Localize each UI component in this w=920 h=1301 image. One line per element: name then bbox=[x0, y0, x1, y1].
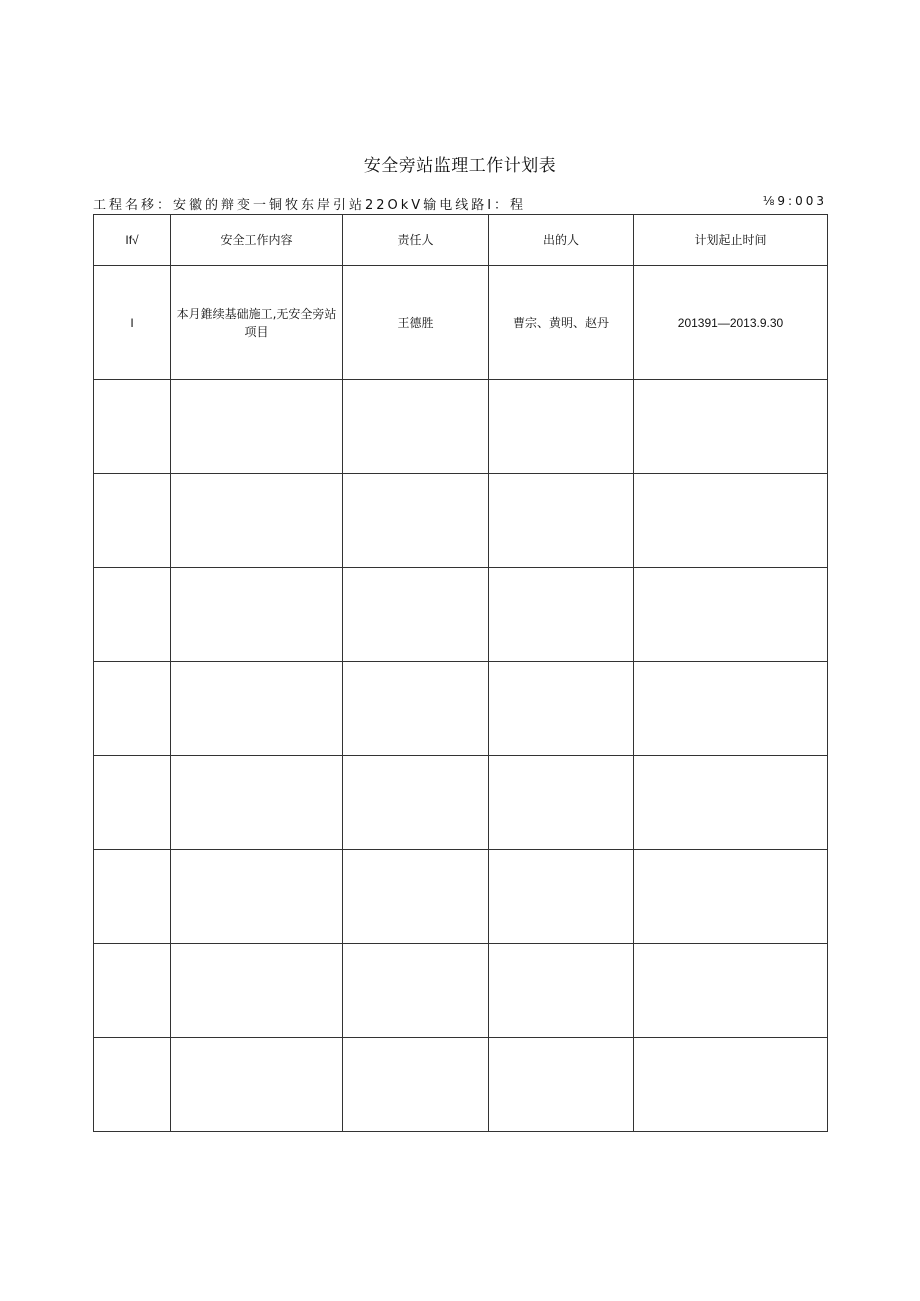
empty-cell bbox=[489, 756, 634, 850]
empty-cell bbox=[343, 1038, 489, 1132]
empty-cell bbox=[171, 380, 343, 474]
empty-cell bbox=[171, 756, 343, 850]
empty-cell bbox=[94, 662, 171, 756]
cell-participants: 曹宗、黄明、赵丹 bbox=[489, 266, 634, 380]
empty-cell bbox=[94, 850, 171, 944]
cell-responsible: 王德胜 bbox=[343, 266, 489, 380]
empty-cell bbox=[171, 662, 343, 756]
header-period: 计划起止时间 bbox=[634, 215, 828, 266]
project-name-line bbox=[93, 194, 827, 214]
empty-cell bbox=[171, 850, 343, 944]
empty-cell bbox=[489, 850, 634, 944]
table-row-empty bbox=[94, 850, 828, 944]
cell-no: I bbox=[94, 266, 171, 380]
header-responsible: 责任人 bbox=[343, 215, 489, 266]
plan-table bbox=[93, 214, 828, 1132]
cell-period: 201391—2013.9.30 bbox=[634, 266, 828, 380]
table-row-empty bbox=[94, 474, 828, 568]
empty-cell bbox=[343, 568, 489, 662]
empty-cell bbox=[634, 1038, 828, 1132]
empty-cell bbox=[489, 662, 634, 756]
cell-content: 本月錐续基础施工,无安全旁站项目 bbox=[171, 266, 343, 380]
table-row bbox=[94, 266, 828, 380]
empty-cell bbox=[94, 568, 171, 662]
empty-cell bbox=[634, 662, 828, 756]
header-no: If√ bbox=[94, 215, 171, 266]
empty-cell bbox=[94, 380, 171, 474]
empty-cell bbox=[634, 850, 828, 944]
document-code: ⅛9:003 bbox=[762, 194, 827, 208]
header-content: 安全工作内容 bbox=[171, 215, 343, 266]
empty-cell bbox=[343, 756, 489, 850]
table-row-empty bbox=[94, 380, 828, 474]
table-row-empty bbox=[94, 944, 828, 1038]
empty-cell bbox=[94, 944, 171, 1038]
empty-cell bbox=[171, 1038, 343, 1132]
empty-cell bbox=[171, 474, 343, 568]
empty-cell bbox=[489, 944, 634, 1038]
empty-cell bbox=[343, 380, 489, 474]
empty-cell bbox=[171, 568, 343, 662]
document-title: 安全旁站监理工作计划表 bbox=[363, 156, 557, 176]
table-header-row bbox=[94, 215, 828, 266]
project-label: 工程名移：安徽的辩变一铜牧东岸引站22OkV输电线路I：程 bbox=[93, 198, 527, 213]
empty-cell bbox=[94, 756, 171, 850]
empty-cell bbox=[489, 1038, 634, 1132]
empty-cell bbox=[343, 944, 489, 1038]
empty-cell bbox=[634, 474, 828, 568]
header-participants: 出的人 bbox=[489, 215, 634, 266]
empty-cell bbox=[94, 474, 171, 568]
empty-cell bbox=[489, 380, 634, 474]
empty-cell bbox=[171, 944, 343, 1038]
table-row-empty bbox=[94, 1038, 828, 1132]
empty-cell bbox=[343, 474, 489, 568]
empty-cell bbox=[343, 850, 489, 944]
table-row-empty bbox=[94, 568, 828, 662]
empty-cell bbox=[634, 756, 828, 850]
empty-cell bbox=[94, 1038, 171, 1132]
empty-cell bbox=[489, 474, 634, 568]
empty-cell bbox=[634, 944, 828, 1038]
table-row-empty bbox=[94, 662, 828, 756]
empty-cell bbox=[634, 568, 828, 662]
empty-cell bbox=[634, 380, 828, 474]
empty-cell bbox=[343, 662, 489, 756]
table-row-empty bbox=[94, 756, 828, 850]
empty-cell bbox=[489, 568, 634, 662]
